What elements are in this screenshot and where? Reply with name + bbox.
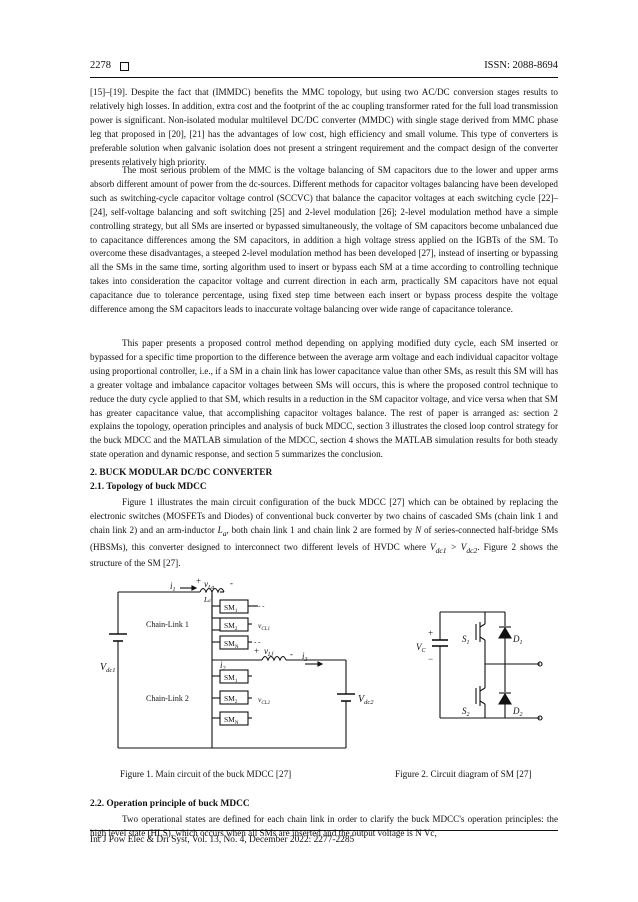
i2-label: $i_2$ <box>220 660 226 672</box>
paragraph-2-text: The most serious problem of the MMC is the voltage balancing of SM capacitors due to the lower and upper arms absorb different amount of power from the dc-sources. Different methods for capacitor voltages balancing have been developed such as switching-cycle capacitor voltage control (SCCVC) that balance the capacitor voltages at each switching cycle [22]–[24], self-voltage balancing and soft switching [25] and 2-level modulation [26]; 2-level modulation method have a simple controlling strategy, but all SMs are inserted or bypassed simultaneously, the voltage of SM capacitors become unbalanced due to capacitance differences among the SM capacitors, in addition a high voltage stress applied on the IGBTs of the SM. To overcome these disadvantages, a steeped 2-level modulation method has been developed [27], instead of inserting or bypassing all the SMs in the same time, sorting algorithm used to insert or bypass each SM at a time according to controlling technique takes into consideration the capacitor voltage and current direction in each arm, practically SM capacitors have not equal capacitance due to tolerance percentage, using fixed step time between each insert or bypass process despite the voltage difference among the SM capacitors leads to inaccurate voltage balancing over wide range of capacitance tolerance. <box>90 165 558 315</box>
figure-2-circuit <box>410 600 550 732</box>
vla-minus: - <box>230 578 233 588</box>
paragraph-1 <box>90 86 558 169</box>
n-symbol: N <box>415 524 422 535</box>
vcl2-label: $v_{CL2}$ <box>258 695 270 706</box>
square-bullet-icon <box>120 62 129 71</box>
voltage-relation: $V_{dc1} > V_{dc2}$ <box>430 541 478 555</box>
section-2-1-heading: 2.1. Topology of buck MDCC <box>90 482 207 492</box>
section-2-heading: 2. BUCK MODULAR DC/DC CONVERTER <box>90 468 273 478</box>
s1-label: $S_1$ <box>462 634 470 646</box>
vdc1-label: $V_{dc1}$ <box>100 662 116 674</box>
section-2-2-heading: 2.2. Operation principle of buck MDCC <box>90 799 250 809</box>
paragraph-3 <box>90 337 558 462</box>
sm2-label: $SM_2$ <box>224 621 238 632</box>
vcl1-label: $v_{CL1}$ <box>258 621 270 632</box>
running-header <box>90 60 558 76</box>
igbt-lead <box>480 688 485 691</box>
igbt-lead <box>480 701 485 704</box>
smn-label: $SM_N$ <box>224 639 239 650</box>
i1-label: $i_1$ <box>170 581 176 593</box>
la-label: La <box>204 595 211 604</box>
paragraph-1-text: [15]–[19]. Despite the fact that (IMMDC) benefits the MMC topology, but using two AC/DC conversion stages results to relatively high losses. In addition, extra cost and the footprint of the ac coupling transformer rated for the full load transmission power is significant. Non-isolated modular multilevel DC/DC converter (MMDC) with single stage derived from MMC phase leg that proposed in [20], [21] has the advantages of low cost, high efficiency and small volume. This type of converters is preferable solution when galvanic isolation does not present a stringent requirement and the compact design of the converter presents relatively high priority. <box>90 87 558 167</box>
paragraph-4 <box>90 496 558 571</box>
sm1-label: $SM_1$ <box>224 603 238 614</box>
i3-label: $i_3$ <box>302 651 308 663</box>
d2-label: $D_2$ <box>513 706 523 718</box>
vc-plus: + <box>428 628 434 638</box>
inductor-lf <box>262 657 286 661</box>
paragraph-2 <box>90 164 558 317</box>
sm2b-label: $SM_2$ <box>224 694 238 705</box>
igbt-lead <box>480 637 485 640</box>
s2-label: $S_2$ <box>462 706 470 718</box>
paragraph-3-text: This paper presents a proposed control method depending on applying modified duty cycle, each SM inserted or bypassed for a specific time proportion to the difference between the average arm voltage and each individual capacitor voltage using proportional controller, i.e., if a SM in a chain link has lower capacitance value than other SMs, as result this SM will has a greater voltage and imbalance capacitor voltages between SMs will occurs, this is where the proposed control technique to reduce the duty cycle applied to that SM, which results in a reduction in the SM capacitor voltage, and vice versa when that SM has greater capacitance value, that accomplishing capacitor voltages balance. The rest of paper is arranged as: section 2 explains the topology, operation principles and analysis of buck MDCC, section 3 illustrates the closed loop control strategy for the buck MDCC and the MATLAB simulation of the MDCC, section 4 shows the MATLAB simulation results for both steady state operation and dynamic response, and section 5 summarizes the conclusion. <box>90 338 558 460</box>
diode <box>499 628 511 638</box>
dots-label: - - - <box>250 638 261 646</box>
paragraph-4-text: Figure 1 illustrates the main circuit configuration of the buck MDCC [27] which can be obtained by replacing the electronic switches (MOSFETs and Diodes) of conventional buck converter by two chains of cascaded SMs (chain link 1 and chain link 2) and an arm-inductor $L_a$, both chain link 1 and chain link 2 are formed by N of series-connected half-bridge SMs (HBSMs), this converter designed to interconnect two different levels of HVDC where $V_{dc1} > V_{dc2}$. Figure 2 shows the structure of the SM [27]. <box>90 497 558 569</box>
d1-label: $D_1$ <box>513 634 523 646</box>
paragraph-5-text: Two operational states are defined for each chain link in order to clarify the buck MDCC's operation principles: the high level state (HLS), which occurs when all SMs are inserted and the output voltage is N Vc, <box>90 814 558 838</box>
issn: ISSN: 2088-8694 <box>484 60 558 71</box>
smnb-label: $SM_N$ <box>224 715 239 726</box>
page-number: 2278 <box>90 60 111 71</box>
header-rule <box>90 77 558 78</box>
vlf-plus: + <box>254 646 260 656</box>
vlf-label: $v_{Lf}$ <box>264 646 274 658</box>
arrowhead <box>318 662 322 666</box>
vlf-minus: - <box>290 649 293 659</box>
chain-link-1-label: Chain-Link 1 <box>146 620 189 629</box>
sm1b-label: $SM_1$ <box>224 673 238 684</box>
footer-citation: Int J Pow Elec & Dri Syst, Vol. 13, No. 4, December 2022: 2277-2285 <box>90 835 355 845</box>
figure-1-caption: Figure 1. Main circuit of the buck MDCC [27] <box>120 769 292 779</box>
vc-label: $V_C$ <box>416 642 426 654</box>
inductor-symbol: $L_a$ <box>217 524 227 538</box>
igbt-lead <box>480 624 485 627</box>
figure-1-circuit <box>100 578 380 756</box>
vc-minus: − <box>428 654 434 664</box>
diode <box>499 694 511 704</box>
vla-plus: + <box>196 578 202 586</box>
vdc2-label: $V_{dc2}$ <box>358 694 374 706</box>
figure-2-caption: Figure 2. Circuit diagram of SM [27] <box>395 769 532 779</box>
chain-link-2-label: Chain-Link 2 <box>146 694 189 703</box>
arrowhead <box>192 586 196 590</box>
dots-label: - - - <box>254 602 265 610</box>
vla-label: $v_{La}$ <box>204 579 215 591</box>
footer-rule <box>90 830 558 831</box>
